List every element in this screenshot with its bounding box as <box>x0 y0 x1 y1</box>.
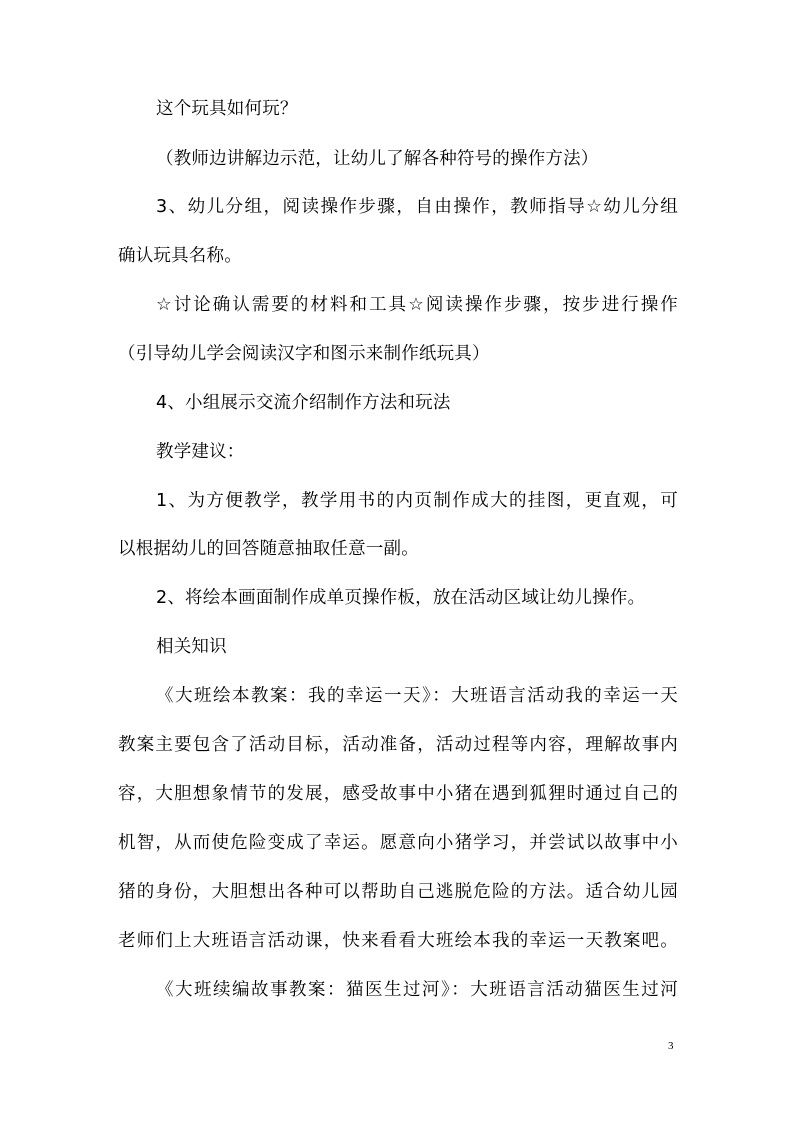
paragraph-line: 4、小组展示交流介绍制作方法和玩法 <box>156 393 451 413</box>
paragraph-line: 以根据幼儿的回答随意抽取任意一副。 <box>118 539 419 559</box>
paragraph-line: （教师边讲解边示范，让幼儿了解各种符号的操作方法） <box>156 149 599 169</box>
paragraph-line: 教案主要包含了活动目标，活动准备，活动过程等内容，理解故事内 <box>118 735 678 755</box>
paragraph-line: 老师们上大班语言活动课，快来看看大班绘本我的幸运一天教案吧。 <box>118 931 678 951</box>
paragraph-line: ☆讨论确认需要的材料和工具☆阅读操作步骤，按步进行操作 <box>156 295 678 315</box>
paragraph-line: 2、将绘本画面制作成单页操作板，放在活动区域让幼儿操作。 <box>156 588 646 608</box>
section-heading: 相关知识 <box>156 637 227 657</box>
paragraph-line: 猪的身份，大胆想出各种可以帮助自己逃脱危险的方法。适合幼儿园 <box>118 882 678 902</box>
paragraph-line: 容，大胆想象情节的发展，感受故事中小猪在遇到狐狸时通过自己的 <box>118 784 678 804</box>
paragraph-line: 3、幼儿分组，阅读操作步骤，自由操作，教师指导☆幼儿分组 <box>156 197 678 217</box>
paragraph-line: 机智，从而使危险变成了幸运。愿意向小猪学习，并尝试以故事中小 <box>118 833 678 853</box>
paragraph-line: 《大班续编故事教案：猫医生过河》：大班语言活动猫医生过河 <box>156 980 678 1000</box>
paragraph-line: 确认玩具名称。 <box>118 246 242 266</box>
section-heading: 教学建议： <box>156 442 245 462</box>
paragraph-line: 这个玩具如何玩？ <box>156 99 298 119</box>
paragraph-line: （引导幼儿学会阅读汉字和图示来制作纸玩具） <box>118 344 490 364</box>
page-number: 3 <box>668 1040 674 1052</box>
paragraph-line: 《大班绘本教案：我的幸运一天》：大班语言活动我的幸运一天 <box>156 686 678 706</box>
paragraph-line: 1、为方便教学，教学用书的内页制作成大的挂图，更直观，可 <box>156 491 678 511</box>
